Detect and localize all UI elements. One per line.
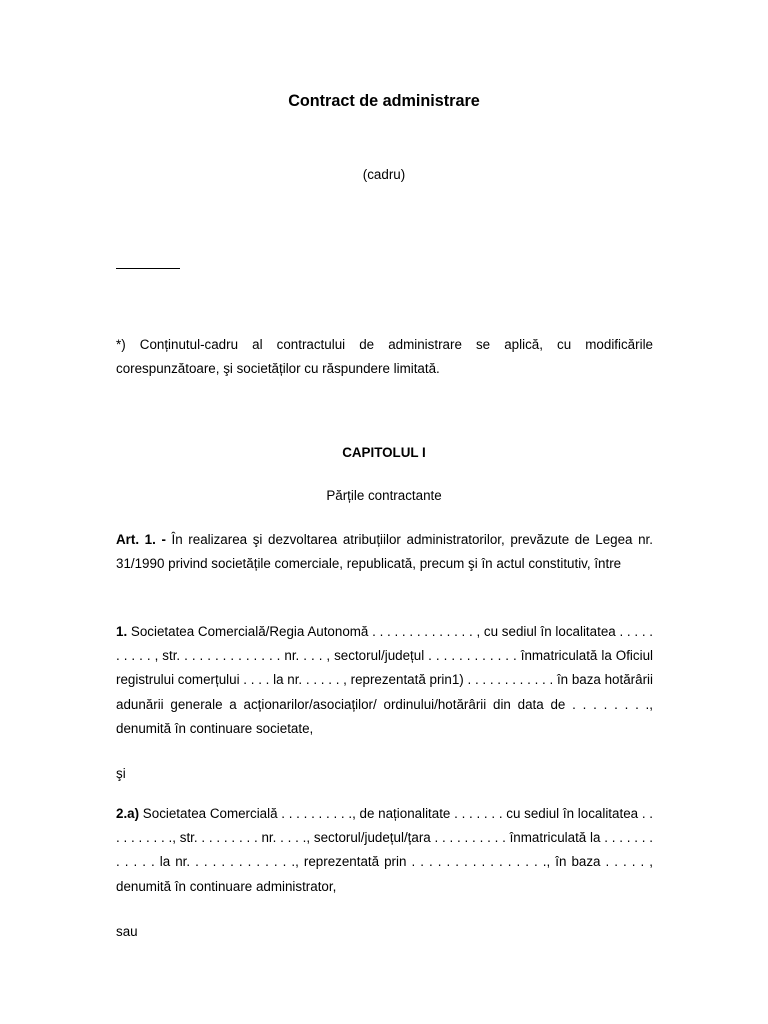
party-1-text: Societatea Comercială/Regia Autonomă . . . . . . . . . . . . . . , cu sediul în localitatea . . . . . . . . . . , str. . . . . . . . . . . . . . nr. . . . , sectorul/județul . . . . . . . . . . . . înmatriculată la Oficiul registrului comerțului . . . . la nr. . . . . . , reprezentată prin1) . . . . . . . . . . . . în baza hotărârii adunării generale a acționarilor/asociaților/ ordinului/hotărârii din data de . . . . . . . ., denumită în continuare societate, [116,624,653,736]
party-2a-paragraph [116,802,653,899]
article-1-paragraph [116,528,653,576]
conjunction-si: şi [116,766,126,781]
party-2a-text: Societatea Comercială . . . . . . . . . ., de naționalitate . . . . . . . cu sediul în localitatea . . . . . . . . . ., str. . . . . . . . . nr. . . . ., sectorul/județul/țara . . . . . . . . . . înmatriculată la . . . . . . . . . . . . la nr. . . . . . . . . . . . ., reprezentată prin . . . . . . . . . . . . . . . ., în baza . . . . . , denumită în continuare administrator, [116,806,653,894]
document-title: Contract de administrare [288,92,480,110]
footnote-separator [116,268,180,269]
party-1-paragraph [116,620,653,741]
document-subtitle: (cadru) [362,167,406,182]
party-1-label: 1. [116,624,128,639]
conjunction-sau: sau [116,924,138,939]
party-2a-label: 2.a) [116,806,140,821]
article-1-label: Art. 1. - [116,532,166,547]
article-1-text: În realizarea şi dezvoltarea atribuțiilor administratorilor, prevăzute de Legea nr. 31/1990 privind societățile comerciale, republicată, precum şi în actul constitutiv, între [116,532,653,572]
footnote-text: *) Conținutul-cadru al contractului de administrare se aplică, cu modificările corespunzătoare, şi societăților cu răspundere limitată. [116,337,653,377]
section-heading: Părțile contractante [326,488,442,503]
chapter-heading: CAPITOLUL I [342,445,426,460]
